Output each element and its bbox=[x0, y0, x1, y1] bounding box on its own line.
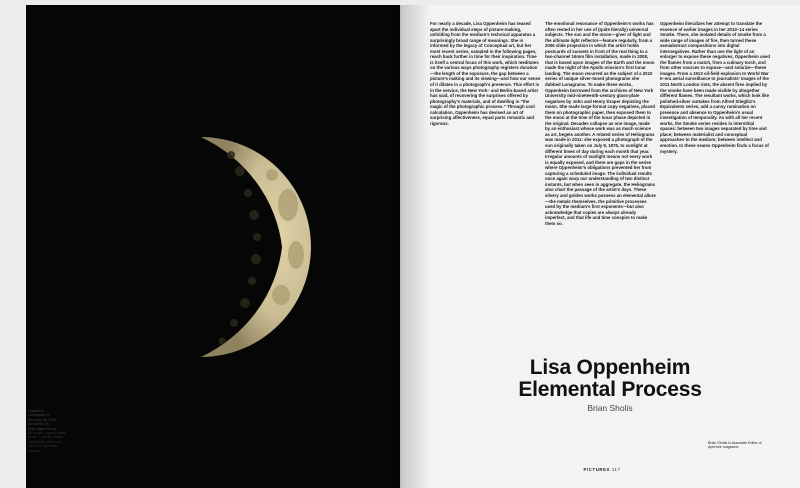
spine-gutter bbox=[394, 5, 408, 488]
page-number: 117 bbox=[611, 467, 621, 472]
caption-line: All works by bbox=[28, 422, 50, 427]
left-page bbox=[0, 5, 400, 488]
article-title bbox=[490, 357, 730, 401]
article-column-3: Oppenheim literalizes her attempt to translate the essence of earlier images in her 2013–14 series Smoke. There, she isolated details of smoke from a wide range of images of fire, then turned these semiabstract compositions into digital internegatives. Rather than use the light of an enlarger to expose these negatives, Oppenheim used the flames from a match, from a culinary torch, and from other sources to expose—and solarize—these images. From a 1913 oil-field explosion to World War II–era aerial surveillance to journalists’ images of the 2011 North London riots, the absent fires implied by the smoke have been made visible by altogether different flames. The resultant works, which look like polished-silver outtakes from Alfred Stieglitz’s Equivalents series, add a canny rumination on presence and absence to Oppenheim’s usual investigation of temporality. As with all her recent works, the Smoke series resides in interstitial spaces: between two images separated by time and place; between materialist and conceptual approaches to the medium; between intellect and emotion. In these seams Oppenheim finds a focus of mystery. bbox=[660, 21, 771, 154]
photo-caption bbox=[28, 409, 94, 453]
title-line-1: Lisa Oppenheim bbox=[529, 356, 691, 379]
caption-line: prints – unless, Harris bbox=[28, 435, 63, 440]
article-column-2: The emotional resonance of Oppenheim’s works has often rested in her use of (quite literally) universal subjects. The sun and the moon—giver of light and the ultimate light reflector—feature regularly, from a 2006 slide projection in which the artist holds postcards of sunsets in front of the real thing to a two-channel 16mm film installation, made in 2008, that is based upon images of the Earth and the moon made the night of the Apollo mission’s first lunar landing. The moon recurred as the subject of a 2010 series of unique silver-toned photograms she dubbed Lunagrams. To make these works, Oppenheim borrowed from the archives of New York University mid-nineteenth-century glass-plate negatives by John and Henry Draper depicting the moon. She made large-format copy negatives, placed them on photographic paper, then exposed them to the moon at the time of the lunar phase depicted in the original. Decades collapse as one image, made by an enthusiast whose work was as much science as art, begets another. A related series of Heliograms was made in 2011: she exposed a photograph of the sun originally taken on July 8, 1876, to sunlight at different times of day during each month that year. Irregular amounts of sunlight means not every work is equally exposed, and there are gaps in the series where Oppenheim’s obligations prevented her from capturing a scheduled image. The individual results once again warp our understanding of two distinct instants, but when seen in aggregate, the Heliograms also chart the passage of the artist’s days. These silvery and golden works possess an elemental allure—the metals themselves, the primitive processes used by the medium’s first exponents—but also acknowledge that copies are always already imperfect, and that life and time conspire to make them so. bbox=[545, 21, 656, 226]
caption-title: Opposite: bbox=[28, 409, 45, 413]
title-line-2: Elemental Process bbox=[518, 378, 702, 401]
author-byline: Brian Sholis bbox=[587, 403, 633, 413]
article-column-1: For nearly a decade, Lisa Oppenheim has teased apart the individual steps of picture-making, unfolding from the medium’s technical apparatus a surprisingly broad range of meanings. She is informed by the legacy of Conceptual art, but her most recent series, sampled in the following pages, reach back further in time for their inspiration. Time is itself a central focus of this work, which meditates on the various ways photography registers duration—the length of the exposure, the gap between a picture’s making and its viewing—and how our sense of it dilates in a photograph’s presence. This effort is in the service, the New York– and Berlin-based artist has said, of recovering the surprises offered by photography’s materials, and of dwelling in “the magic of the photographic process.” Through cool calculation, Oppenheim has devised an art of surprising affectiveness, equal parts romantic and rigorous. bbox=[430, 21, 541, 126]
author-bio: Brian Sholis is Associate Editor of Aperture magazine. bbox=[708, 441, 762, 450]
caption-line: London bbox=[28, 448, 40, 453]
caption-line: and The Approach, bbox=[28, 444, 59, 449]
caption-line: All unique copper-toned bbox=[28, 431, 66, 436]
caption-line: Lieberman, New York bbox=[28, 439, 63, 444]
section-label: PICTURES bbox=[583, 467, 611, 472]
caption-line: Lunagram #2 bbox=[28, 413, 51, 418]
caption-line: (Version 2), 2018 bbox=[28, 417, 57, 422]
caption-line: Lisa Oppenheim bbox=[28, 426, 56, 431]
right-page bbox=[400, 5, 800, 488]
page-footer bbox=[562, 467, 642, 472]
